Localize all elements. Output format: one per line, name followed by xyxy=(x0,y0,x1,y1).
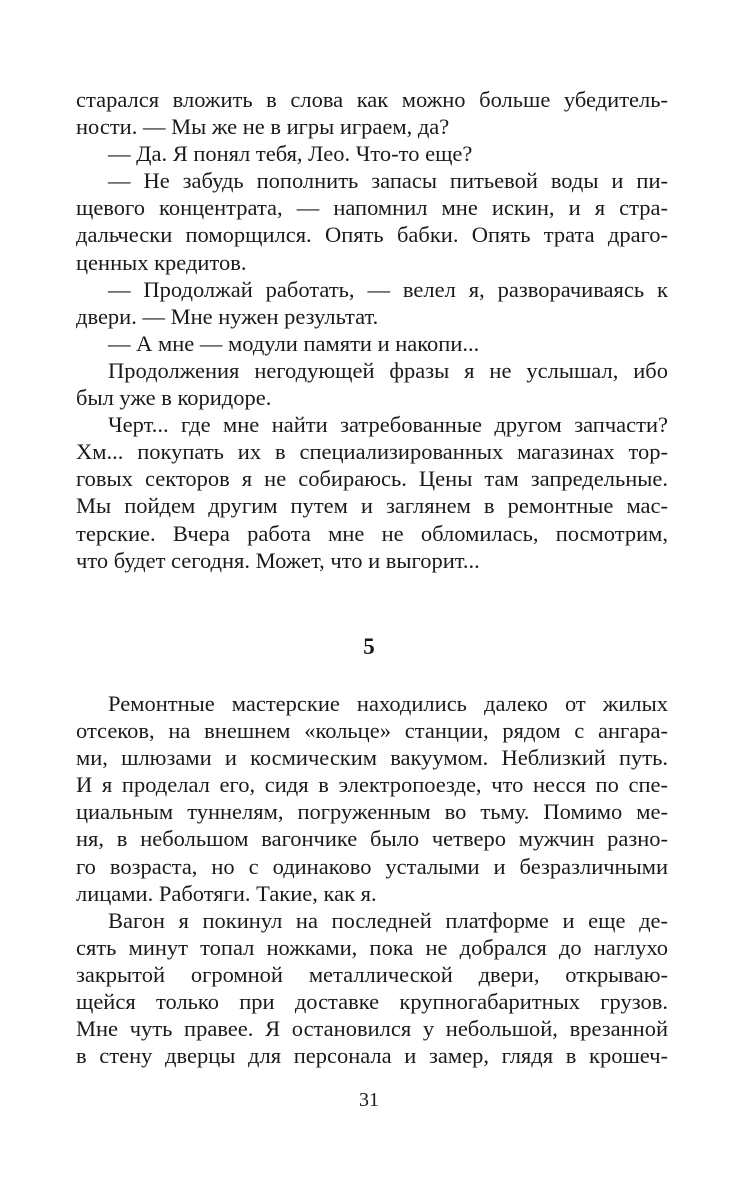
page-number: 31 xyxy=(359,1089,379,1111)
text-line: го возраста, но с одинаково усталыми и безразличными xyxy=(76,853,668,879)
text-line: ценных кредитов. xyxy=(76,249,247,275)
text-line: — А мне — модули памяти и накопи... xyxy=(108,330,480,356)
text-line: Мы пойдем другим путем и заглянем в ремонтные мас- xyxy=(76,493,668,519)
text-line: щевого концентрата, — напомнил мне искин, и я стра- xyxy=(76,195,668,221)
text-line: терские. Вчера работа мне не обломилась, посмотрим, xyxy=(76,520,668,546)
text-line: щейся только при доставке крупногабаритных грузов. xyxy=(76,989,668,1015)
text-block-before-chapter xyxy=(76,86,668,574)
text-line: отсеков, на внешнем «кольце» станции, рядом с ангара- xyxy=(76,718,668,744)
text-line: Мне чуть правее. Я остановился у небольшой, врезанной xyxy=(76,1016,668,1042)
text-line: Хм... покупать их в специализированных магазинах тор- xyxy=(76,439,668,465)
text-block-chapter-five xyxy=(76,690,668,1069)
text-line: закрытой огромной металлической двери, открываю- xyxy=(76,961,668,987)
text-line: дальчески поморщился. Опять бабки. Опять трата драго- xyxy=(76,222,668,248)
text-line: говых секторов я не собираюсь. Цены там запредельные. xyxy=(76,466,668,492)
text-line: — Продолжай работать, — велел я, разворачиваясь к xyxy=(108,276,668,302)
text-line: — Да. Я понял тебя, Лео. Что-то еще? xyxy=(108,141,473,167)
text-line: был уже в коридоре. xyxy=(76,385,272,411)
text-line: ня, в небольшом вагончике было четверо мужчин разно- xyxy=(76,826,668,852)
text-line: — Не забудь пополнить запасы питьевой воды и пи- xyxy=(108,168,668,194)
text-line: ми, шлюзами и космическим вакуумом. Неблизкий путь. xyxy=(76,745,668,771)
text-line: лицами. Работяги. Такие, как я. xyxy=(76,880,377,906)
text-line: в стену дверцы для персонала и замер, глядя в крошеч- xyxy=(76,1043,668,1069)
text-line: Ремонтные мастерские находились далеко от жилых xyxy=(108,691,668,716)
text-line: циальным туннелям, погруженным во тьму. Помимо ме- xyxy=(76,799,668,825)
text-line: Черт... где мне найти затребованные другом запчасти? xyxy=(108,412,668,438)
text-line: Вагон я покинул на последней платформе и еще де- xyxy=(108,907,668,933)
text-line: ности. — Мы же не в игры играем, да? xyxy=(76,114,450,140)
text-line: сять минут топал ножками, пока не добрался до наглухо xyxy=(76,934,668,960)
text-line: Продолжения негодующей фразы я не услышал, ибо xyxy=(108,357,668,383)
text-line: двери. — Мне нужен результат. xyxy=(76,303,379,329)
chapter-number: 5 xyxy=(363,634,375,659)
text-line: что будет сегодня. Может, что и выгорит... xyxy=(76,547,480,573)
text-line: И я проделал его, сидя в электропоезде, что несся по спе- xyxy=(76,772,668,798)
text-line: старался вложить в слова как можно больше убедитель- xyxy=(76,87,668,112)
